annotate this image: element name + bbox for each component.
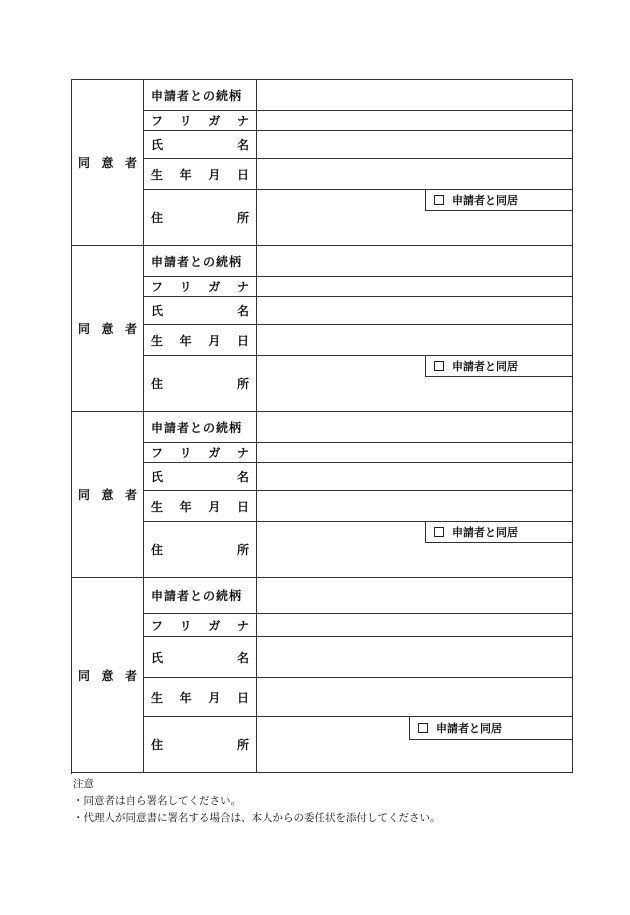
row-furigana <box>72 443 573 463</box>
birthdate-field[interactable] <box>257 678 573 717</box>
address-label: 住 所 <box>144 190 257 246</box>
address-label: 住 所 <box>144 356 257 412</box>
relation-label: 申請者との続柄 <box>144 80 257 111</box>
cohabit-option[interactable]: 申請者と同居 <box>425 522 572 543</box>
name-label: 氏 名 <box>144 297 257 325</box>
name-label: 氏 名 <box>144 131 257 159</box>
notes-title: 注意 <box>73 778 94 790</box>
furigana-field[interactable] <box>257 614 573 637</box>
relation-label: 申請者との続柄 <box>144 412 257 443</box>
cohabit-option[interactable]: 申請者と同居 <box>425 190 572 211</box>
consenter-group-label: 同 意 者 <box>72 246 144 412</box>
address-field[interactable] <box>257 717 573 773</box>
note-item: ・同意者は自ら署名してください。 <box>73 795 241 807</box>
address-field[interactable] <box>257 190 573 246</box>
checkbox-icon[interactable] <box>434 195 444 205</box>
address-field[interactable] <box>257 522 573 578</box>
cohabit-option[interactable]: 申請者と同居 <box>409 717 572 740</box>
row-relation <box>72 246 573 277</box>
name-field[interactable] <box>257 297 573 325</box>
row-address <box>72 356 573 412</box>
row-birthdate <box>72 159 573 190</box>
name-field[interactable] <box>257 637 573 678</box>
birthdate-field[interactable] <box>257 159 573 190</box>
birthdate-label: 生 年 月 日 <box>144 491 257 522</box>
relation-field[interactable] <box>257 246 573 277</box>
furigana-field[interactable] <box>257 111 573 131</box>
relation-field[interactable] <box>257 578 573 614</box>
address-label: 住 所 <box>144 522 257 578</box>
consenter-group-label: 同 意 者 <box>72 578 144 773</box>
checkbox-icon[interactable] <box>434 361 444 371</box>
birthdate-label: 生 年 月 日 <box>144 325 257 356</box>
furigana-label: フ リ ガ ナ <box>144 277 257 297</box>
consenter-group-label: 同 意 者 <box>72 80 144 246</box>
row-birthdate <box>72 325 573 356</box>
relation-field[interactable] <box>257 80 573 111</box>
checkbox-icon[interactable] <box>418 723 428 733</box>
birthdate-label: 生 年 月 日 <box>144 159 257 190</box>
checkbox-icon[interactable] <box>434 527 444 537</box>
notes-section <box>73 776 441 827</box>
row-furigana <box>72 614 573 637</box>
note-item: ・代理人が同意書に署名する場合は、本人からの委任状を添付してください。 <box>73 812 441 824</box>
row-address <box>72 717 573 773</box>
consent-form-table <box>71 79 573 773</box>
row-birthdate <box>72 678 573 717</box>
furigana-label: フ リ ガ ナ <box>144 111 257 131</box>
row-address <box>72 522 573 578</box>
furigana-field[interactable] <box>257 443 573 463</box>
row-birthdate <box>72 491 573 522</box>
row-relation <box>72 412 573 443</box>
row-name <box>72 637 573 678</box>
cohabit-option[interactable]: 申請者と同居 <box>425 356 572 377</box>
name-label: 氏 名 <box>144 463 257 491</box>
furigana-field[interactable] <box>257 277 573 297</box>
furigana-label: フ リ ガ ナ <box>144 443 257 463</box>
row-relation <box>72 578 573 614</box>
address-label: 住 所 <box>144 717 257 773</box>
name-label: 氏 名 <box>144 637 257 678</box>
row-address <box>72 190 573 246</box>
birthdate-field[interactable] <box>257 491 573 522</box>
birthdate-label: 生 年 月 日 <box>144 678 257 717</box>
row-name <box>72 131 573 159</box>
row-name <box>72 463 573 491</box>
relation-label: 申請者との続柄 <box>144 246 257 277</box>
row-name <box>72 297 573 325</box>
name-field[interactable] <box>257 131 573 159</box>
furigana-label: フ リ ガ ナ <box>144 614 257 637</box>
address-field[interactable] <box>257 356 573 412</box>
row-relation <box>72 80 573 111</box>
consenter-group-label: 同 意 者 <box>72 412 144 578</box>
row-furigana <box>72 277 573 297</box>
birthdate-field[interactable] <box>257 325 573 356</box>
relation-field[interactable] <box>257 412 573 443</box>
row-furigana <box>72 111 573 131</box>
name-field[interactable] <box>257 463 573 491</box>
relation-label: 申請者との続柄 <box>144 578 257 614</box>
